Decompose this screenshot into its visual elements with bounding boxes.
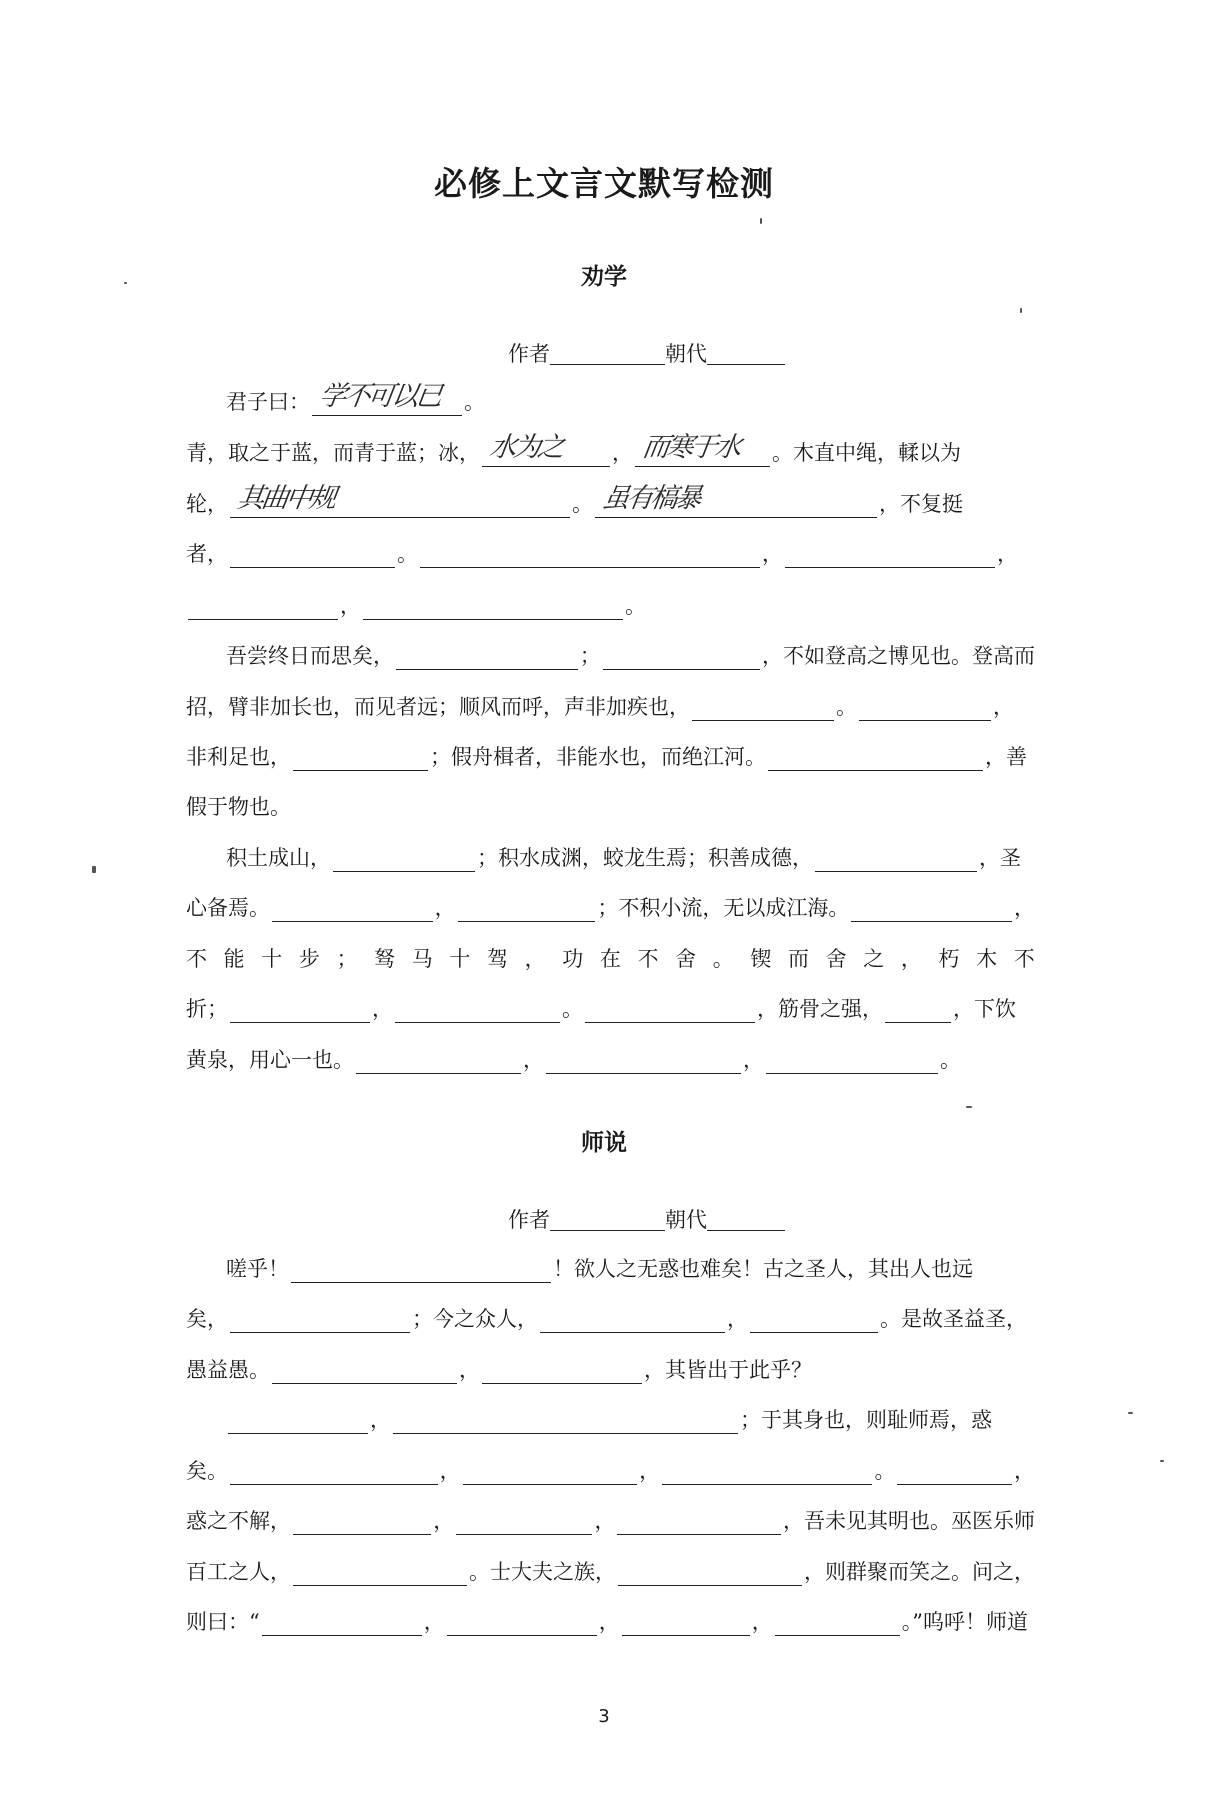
passage-text: 矣， [186,1307,228,1331]
passage-text: 。 [836,695,857,719]
fill-in-blank[interactable] [230,1310,410,1333]
dynasty-label: 朝代 [665,342,707,366]
passage-text: 黄泉，用心一也。 [186,1048,354,1072]
passage-text: 假于物也。 [186,795,291,819]
passage-text: 朽 [938,947,960,971]
fill-in-blank[interactable] [393,1411,738,1434]
fill-in-blank[interactable] [356,1051,521,1074]
fill-in-blank[interactable] [228,1411,368,1434]
passage-text: ， [370,1408,391,1432]
scan-speck [92,866,96,873]
passage-text: 驽 [374,947,396,971]
passage-text: ；不积小流，无以成江海。 [597,896,850,920]
passage-text: 木 [976,947,998,971]
scan-speck [1128,1412,1133,1414]
author-label: 作者 [508,1208,550,1232]
passage-text: ；于其身也，则耻师焉，惑 [740,1408,992,1432]
fill-in-blank[interactable] [775,1613,900,1636]
fill-in-blank[interactable] [272,899,433,922]
fill-in-blank[interactable] [230,545,395,568]
passage-text: 君子曰： [226,390,310,414]
passage-text: 者， [186,542,228,566]
fill-in-blank[interactable] [622,1613,750,1636]
page-title: 必修上文言文默写检测 [434,164,774,203]
fill-in-blank[interactable] [482,1361,642,1384]
fill-in-blank[interactable] [750,1310,878,1333]
shishuo-line [186,1303,1035,1333]
passage-text: ； [336,947,358,971]
shishuo-line [186,1253,1035,1283]
passage-text: 。 [625,594,646,618]
passage-text: ，其皆出于此乎？ [644,1358,812,1382]
fill-in-blank[interactable] [859,698,991,721]
passage-text: ， [459,1358,480,1382]
passage-text: ， [423,1610,445,1634]
passage-text: 。 [712,947,734,971]
passage-text: 锲 [750,947,772,971]
quanxue-line [186,993,1035,1023]
passage-text: ， [997,542,1018,566]
passage-text: 吾尝终日而思矣， [226,644,394,668]
passage-text: 心备焉。 [186,896,270,920]
passage-text: 嗟乎！ [226,1257,289,1281]
passage-text: ， [1014,1459,1035,1483]
handwritten-answer: 水为之 [487,432,564,463]
passage-text: 青，取之于蓝，而青于蓝；冰， [186,441,480,465]
quanxue-line [186,741,1035,771]
fill-in-blank[interactable] [293,1512,431,1535]
passage-text: 则曰：“ [186,1610,260,1634]
quanxue-line [186,691,1035,721]
fill-in-blank[interactable] [293,748,428,771]
passage-text: 。 [562,997,583,1021]
handwritten-answer: 虽有槁暴 [600,483,701,514]
passage-text: 百工之人， [186,1560,291,1584]
fill-in-blank[interactable] [230,483,570,518]
passage-text: ，圣 [979,846,1021,870]
passage-text: 不 [186,947,207,971]
passage-text: 而 [788,947,809,971]
passage-text: 非利足也， [186,745,291,769]
passage-text: 不 [637,947,659,971]
quanxue-line [186,590,1035,620]
passage-text: ， [751,1610,773,1634]
shishuo-line [186,1354,1035,1384]
passage-text: 矣。 [186,1459,228,1483]
passage-text: 十 [261,947,283,971]
passage-text: 轮， [186,492,228,516]
passage-text: 能 [223,947,245,971]
fill-in-blank[interactable] [785,545,995,568]
fill-in-blank[interactable] [395,1000,560,1023]
fill-in-blank[interactable] [230,1000,370,1023]
passage-text: ！欲人之无惑也难矣！古之圣人，其出人也远 [553,1257,973,1281]
quanxue-line [186,538,1035,568]
fill-in-blank[interactable] [546,1051,741,1074]
fill-in-blank[interactable] [766,1051,938,1074]
passage-text: ， [727,1307,748,1331]
passage-text: ， [523,1048,544,1072]
passage-text: ， [993,695,1014,719]
section-title-quanxue: 劝学 [581,264,627,290]
fill-in-blank[interactable] [618,1563,802,1586]
fill-in-blank[interactable] [291,1260,551,1283]
shishuo-line [186,1556,1035,1586]
scan-speck [760,218,762,224]
passage-text: 不 [1013,947,1035,971]
fill-in-blank[interactable] [333,849,475,872]
passage-text: 积土成山， [226,846,331,870]
quanxue-line [186,640,1035,670]
passage-text: ； [579,644,601,668]
passage-text: 折； [186,997,228,1021]
passage-text: 。”呜呼！师道 [901,1610,1028,1634]
passage-text: ；假舟楫者，非能水也，而绝江河。 [430,745,766,769]
passage-text: ， [524,947,546,971]
fill-in-blank[interactable] [396,647,578,670]
passage-text: 。 [464,390,485,414]
author-blank[interactable] [550,1210,665,1231]
shishuo-line [186,1505,1035,1535]
quanxue-line [186,791,1035,821]
scan-speck [124,282,127,284]
fill-in-blank[interactable] [188,597,338,620]
passage-text: ， [340,594,361,618]
quanxue-line [186,483,1035,518]
fill-in-blank[interactable] [662,1462,872,1485]
passage-text: ， [639,1459,661,1483]
passage-text: ，善 [985,745,1027,769]
page-number: 3 [598,1706,610,1727]
fill-in-blank[interactable] [635,432,770,467]
quanxue-line [186,892,1035,922]
fill-in-blank[interactable] [363,597,623,620]
scan-speck [1020,308,1022,313]
passage-text: ， [900,947,922,971]
fill-in-blank[interactable] [603,647,760,670]
passage-text: ，下饮 [953,997,1016,1021]
fill-in-blank[interactable] [456,1512,592,1535]
author-label: 作者 [508,342,550,366]
fill-in-blank[interactable] [312,381,462,416]
passage-text: ，吾未见其明也。巫医乐师 [783,1509,1035,1533]
author-blank[interactable] [550,344,665,365]
passage-text: ， [433,1509,455,1533]
passage-text: ， [1014,896,1036,920]
fill-in-blank[interactable] [885,1000,951,1023]
dynasty-blank[interactable] [707,1210,785,1231]
passage-text: ，筋骨之强， [757,997,883,1021]
passage-text: ，不如登高之博见也。登高而 [762,644,1035,668]
fill-in-blank[interactable] [540,1310,725,1333]
fill-in-blank[interactable] [585,1000,755,1023]
quanxue-line [186,381,1035,416]
handwritten-answer: 学不可以已 [317,381,442,412]
passage-text: ，则群聚而笑之。问之， [804,1560,1035,1584]
passage-text: ；今之众人， [412,1307,538,1331]
passage-text: 功 [562,947,584,971]
passage-text: ， [762,542,783,566]
fill-in-blank[interactable] [230,1462,438,1485]
dynasty-label: 朝代 [665,1208,707,1232]
shishuo-line [186,1455,1035,1485]
quanxue-line [186,943,1035,973]
author-dynasty-row-quanxue [0,338,1208,368]
passage-text: ， [598,1610,620,1634]
fill-in-blank[interactable] [262,1613,422,1636]
passage-text: ， [439,1459,461,1483]
fill-in-blank[interactable] [458,899,596,922]
quanxue-line [186,842,1035,872]
fill-in-blank[interactable] [815,849,977,872]
passage-text: 马 [411,947,433,971]
fill-in-blank[interactable] [447,1613,597,1636]
section-title-shishuo: 师说 [581,1130,627,1156]
fill-in-blank[interactable] [897,1462,1012,1485]
quanxue-line [186,432,1035,467]
passage-text: 之 [863,947,885,971]
passage-text: ， [372,997,393,1021]
passage-text: 。 [572,492,593,516]
passage-text: ；积水成渊，蛟龙生焉；积善成德， [477,846,813,870]
passage-text: 舍 [825,947,847,971]
passage-text: 驾 [487,947,508,971]
passage-text: 十 [449,947,471,971]
fill-in-blank[interactable] [293,1563,467,1586]
passage-text: ， [594,1509,616,1533]
fill-in-blank[interactable] [595,483,877,518]
passage-text: 。 [397,542,418,566]
passage-text: 舍 [675,947,697,971]
passage-text: 招，臂非加长也，而见者远；顺风而呼，声非加疾也， [186,695,690,719]
passage-text: ，不复挺 [879,492,963,516]
fill-in-blank[interactable] [768,748,983,771]
passage-text: ， [743,1048,764,1072]
passage-text: 。是故圣益圣， [880,1307,1027,1331]
handwritten-answer: 而寒于水 [640,432,741,463]
author-dynasty-row-shishuo [0,1204,1208,1234]
fill-in-blank[interactable] [272,1361,457,1384]
passage-text: 步 [298,947,320,971]
passage-text: 在 [599,947,621,971]
passage-text: 惑之不解， [186,1509,291,1533]
fill-in-blank[interactable] [482,432,610,467]
passage-text: 。士大夫之族， [469,1560,617,1584]
scan-speck [966,1106,972,1108]
passage-text: 。 [940,1048,961,1072]
quanxue-line [186,1044,1035,1074]
dynasty-blank[interactable] [707,344,785,365]
handwritten-answer: 其曲中规 [235,483,336,514]
fill-in-blank[interactable] [851,899,1012,922]
passage-text: 。木直中绳，輮以为 [772,441,961,465]
shishuo-line [186,1606,1035,1636]
scan-speck [1160,1460,1164,1462]
passage-text: 。 [874,1459,896,1483]
fill-in-blank[interactable] [420,545,760,568]
passage-text: ， [612,441,633,465]
passage-text: 愚益愚。 [186,1358,270,1382]
shishuo-line [186,1404,1035,1434]
fill-in-blank[interactable] [463,1462,638,1485]
passage-text: ， [434,896,456,920]
fill-in-blank[interactable] [617,1512,781,1535]
fill-in-blank[interactable] [692,698,834,721]
